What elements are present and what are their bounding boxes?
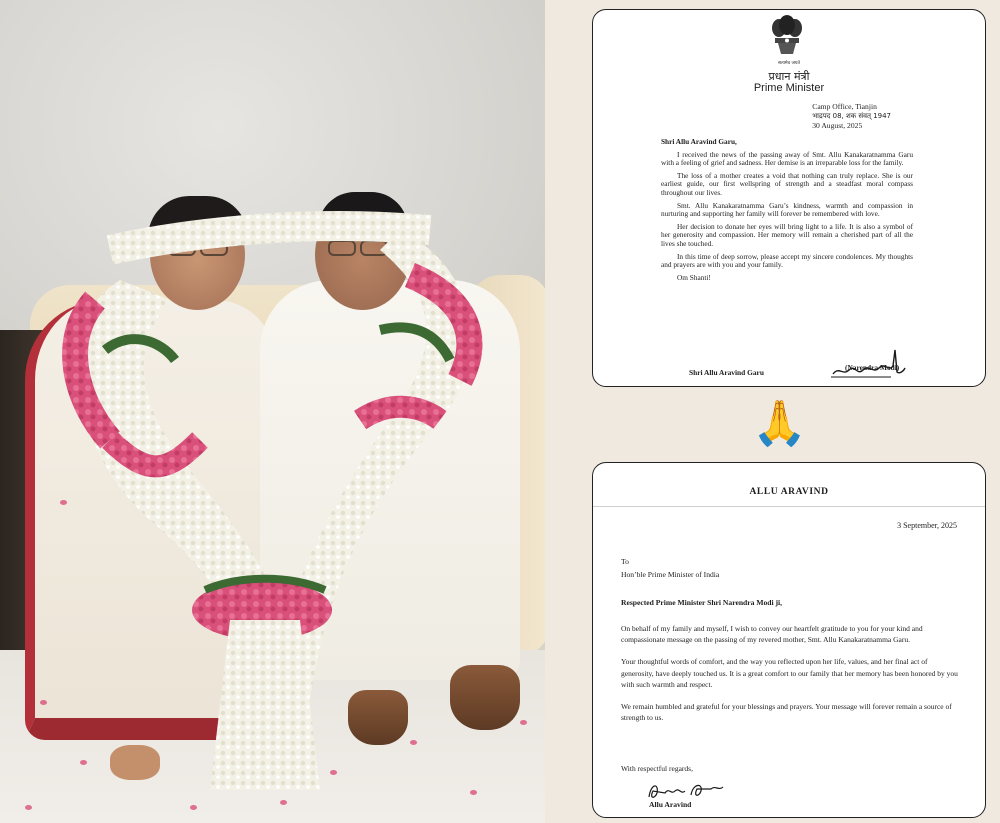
rose-petal: [40, 700, 47, 705]
pm-condolence-letter: [592, 9, 986, 387]
pm-title-hindi: प्रधान मंत्री: [768, 70, 810, 83]
pm-place: Camp Office, Tianjin: [812, 102, 877, 111]
lion-capital-emblem-icon: [769, 14, 805, 60]
pm-signatory: (Narendra Modi): [845, 363, 900, 372]
rose-petal: [190, 805, 197, 810]
rose-petal: [410, 740, 417, 745]
reply-body: [621, 623, 961, 734]
rose-petal: [330, 770, 337, 775]
pm-title: Prime Minister: [753, 82, 825, 94]
reply-signatory: Allu Aravind: [649, 800, 692, 809]
pm-hindi-date: भाद्रपद 08, शक संवत् 1947: [812, 111, 891, 120]
pm-salutation: Shri Allu Aravind Garu,: [661, 137, 737, 146]
reply-letterhead: ALLU ARAVIND: [593, 463, 985, 507]
pm-addressee: Shri Allu Aravind Garu: [689, 368, 764, 377]
reply-date: 3 September, 2025: [897, 521, 957, 530]
reply-salutation: Respected Prime Minister Shri Narendra Modi ji,: [621, 598, 783, 607]
reply-to-label: To: [621, 557, 629, 566]
reply-letter: [592, 462, 986, 818]
rose-petal: [520, 720, 527, 725]
rose-petal: [280, 800, 287, 805]
reply-paragraph: Your thoughtful words of comfort, and the way you reflected upon her life, values, and her final act of generosity, have deeply touched us. It is a great comfort to our family that her memory has been honored by you with such warmth and respect.: [621, 657, 958, 689]
reply-closing: With respectful regards,: [621, 764, 693, 773]
rose-petal: [80, 760, 87, 765]
pm-date: 30 August, 2025: [812, 121, 863, 131]
pm-paragraph: Smt. Allu Kanakaratnamma Garu’s kindness, warmth and compassion in nurturing and supporting her family will forever be remembered with love.: [661, 200, 913, 219]
pm-paragraph: I received the news of the passing away of Smt. Allu Kanakaratnamma Garu with a feeling of grief and sadness. Her demise is an irreparable loss for the family.: [661, 149, 913, 168]
reply-paragraph: We remain humbled and grateful for your blessings and prayers. Your message will forever remain a source of strength to us.: [621, 702, 952, 723]
pm-paragraph: Om Shanti!: [677, 272, 711, 282]
rose-petal: [60, 500, 67, 505]
pm-letter-meta: [812, 102, 891, 131]
rose-petal: [25, 805, 32, 810]
pm-paragraph: The loss of a mother creates a void that nothing can truly replace. She is our earliest guide, our first wellspring of strength and a steadfast moral compass throughout our lives.: [661, 170, 913, 197]
satyameva-jayate-text: सत्यमेव जयते: [777, 61, 801, 66]
pm-letter-body: [661, 138, 913, 286]
pm-paragraph: Her decision to donate her eyes will bring light to a life. It is also a symbol of her generosity and compassion. Her memory will remain a cherished part of all the lives she touched.: [661, 221, 913, 248]
reply-to-name: Hon’ble Prime Minister of India: [621, 570, 720, 579]
reply-paragraph: On behalf of my family and myself, I wish to convey our heartfelt gratitude to you for your kind and compassionate message on the passing of my revered mother, Smt. Allu Kanakaratnamma Garu.: [621, 624, 923, 645]
pm-paragraph: In this time of deep sorrow, please accept my sincere condolences. My thoughts and prayers are with you and your family.: [661, 251, 913, 270]
reply-recipient: [621, 555, 719, 581]
folded-hands-icon: 🙏: [752, 398, 807, 449]
rose-petal: [470, 790, 477, 795]
